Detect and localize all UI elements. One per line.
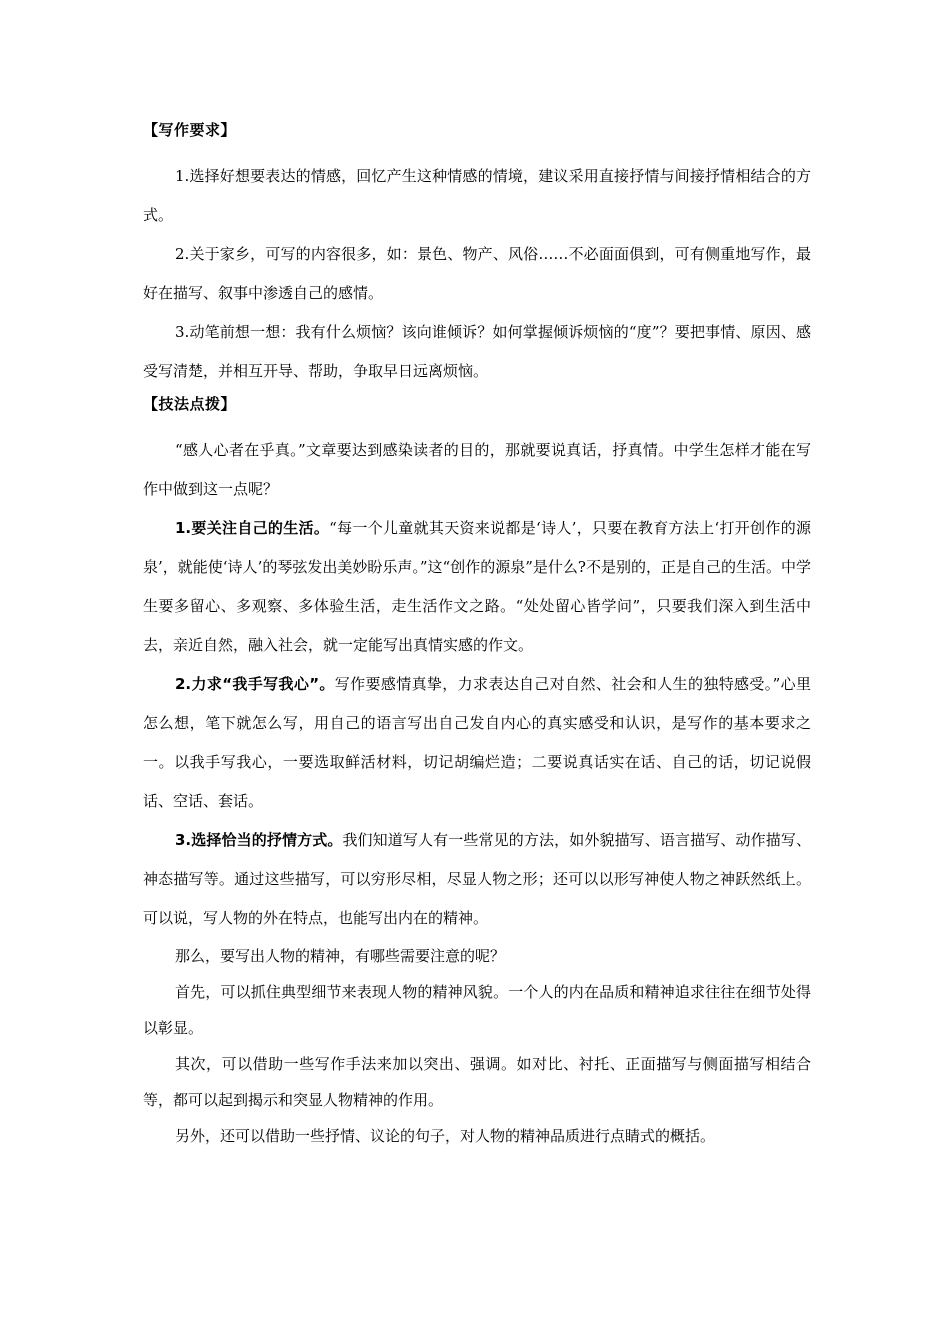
intro-paragraph: “感人心者在乎真。”文章要达到感染读者的目的，那就要说真话，抒真情。中学生怎样才能在写作中做到这一点呢？ [143, 441, 811, 498]
closing-question: 那么，要写出人物的精神，有哪些需要注意的呢？ [175, 947, 506, 965]
technique-point-2-title: 2.力求“我手写我心”。 [175, 675, 335, 693]
closing-secondly: 其次，可以借助一些写作手法来加以突出、强调。如对比、衬托、正面描写与侧面描写相结合等，都可以起到揭示和突显人物精神的作用。 [143, 1055, 811, 1109]
technique-point-3-body: 我们知道写人有一些常见的方法，如外貌描写、语言描写、动作描写、神态描写等。通过这些描写，可以穷形尽相，尽显人物之形；还可以以形写神使人物之神跃然纸上。可以说，写人物的外在特点，也能写出内在的精神。 [143, 831, 811, 927]
section-heading-writing-requirements: 【写作要求】 [143, 121, 237, 139]
technique-point-3 [143, 821, 811, 938]
technique-point-3-title: 3.选择恰当的抒情方式。 [175, 831, 343, 849]
requirement-item-2: 2.关于家乡，可写的内容很多，如：景色、物产、风俗……不必面面俱到，可有侧重地写作，最好在描写、叙事中渗透自己的感情。 [143, 245, 811, 302]
technique-point-2-body: 写作要感情真挚，力求表达自己对自然、社会和人生的独特感受。”心里怎么想，笔下就怎么写，用自己的语言写出自己发自内心的真实感受和认识，是写作的基本要求之一。以我手写我心，一要选取鲜活材料，切记胡编烂造；二要说真话实在话、自己的话，切记说假话、空话、套话。 [143, 675, 812, 810]
technique-point-1-body: “每一个儿童就其天资来说都是‘诗人’，只要在教育方法上‘打开创作的源泉’，就能使‘诗人’的琴弦发出美妙盼乐声。”这“创作的源泉”是什么?不是别的，正是自己的生活。中学生要多留心、多观察、多体验生活，走生活作文之路。“处处留心皆学问”，只要我们深入到生活中去，亲近自然，融入社会，就一定能写出真情实感的作文。 [143, 519, 811, 654]
requirement-item-3: 3.动笔前想一想：我有什么烦恼？该向谁倾诉？如何掌握倾诉烦恼的“度”？要把事情、原因、感受写清楚，并相互开导、帮助，争取早日远离烦恼。 [143, 323, 811, 380]
closing-additionally: 另外，还可以借助一些抒情、议论的句子，对人物的精神品质进行点睛式的概括。 [175, 1127, 716, 1145]
requirement-item-1: 1.选择好想要表达的情感，回忆产生这种情感的情境，建议采用直接抒情与间接抒情相结合的方式。 [143, 167, 811, 224]
technique-point-1 [143, 509, 811, 665]
technique-point-2 [143, 665, 811, 821]
technique-point-1-title: 1.要关注自己的生活。 [175, 519, 330, 537]
section-heading-technique-tips: 【技法点拨】 [143, 395, 237, 413]
closing-firstly: 首先，可以抓住典型细节来表现人物的精神风貌。一个人的内在品质和精神追求往往在细节处得以彰显。 [143, 983, 811, 1037]
document-body [143, 121, 811, 1154]
